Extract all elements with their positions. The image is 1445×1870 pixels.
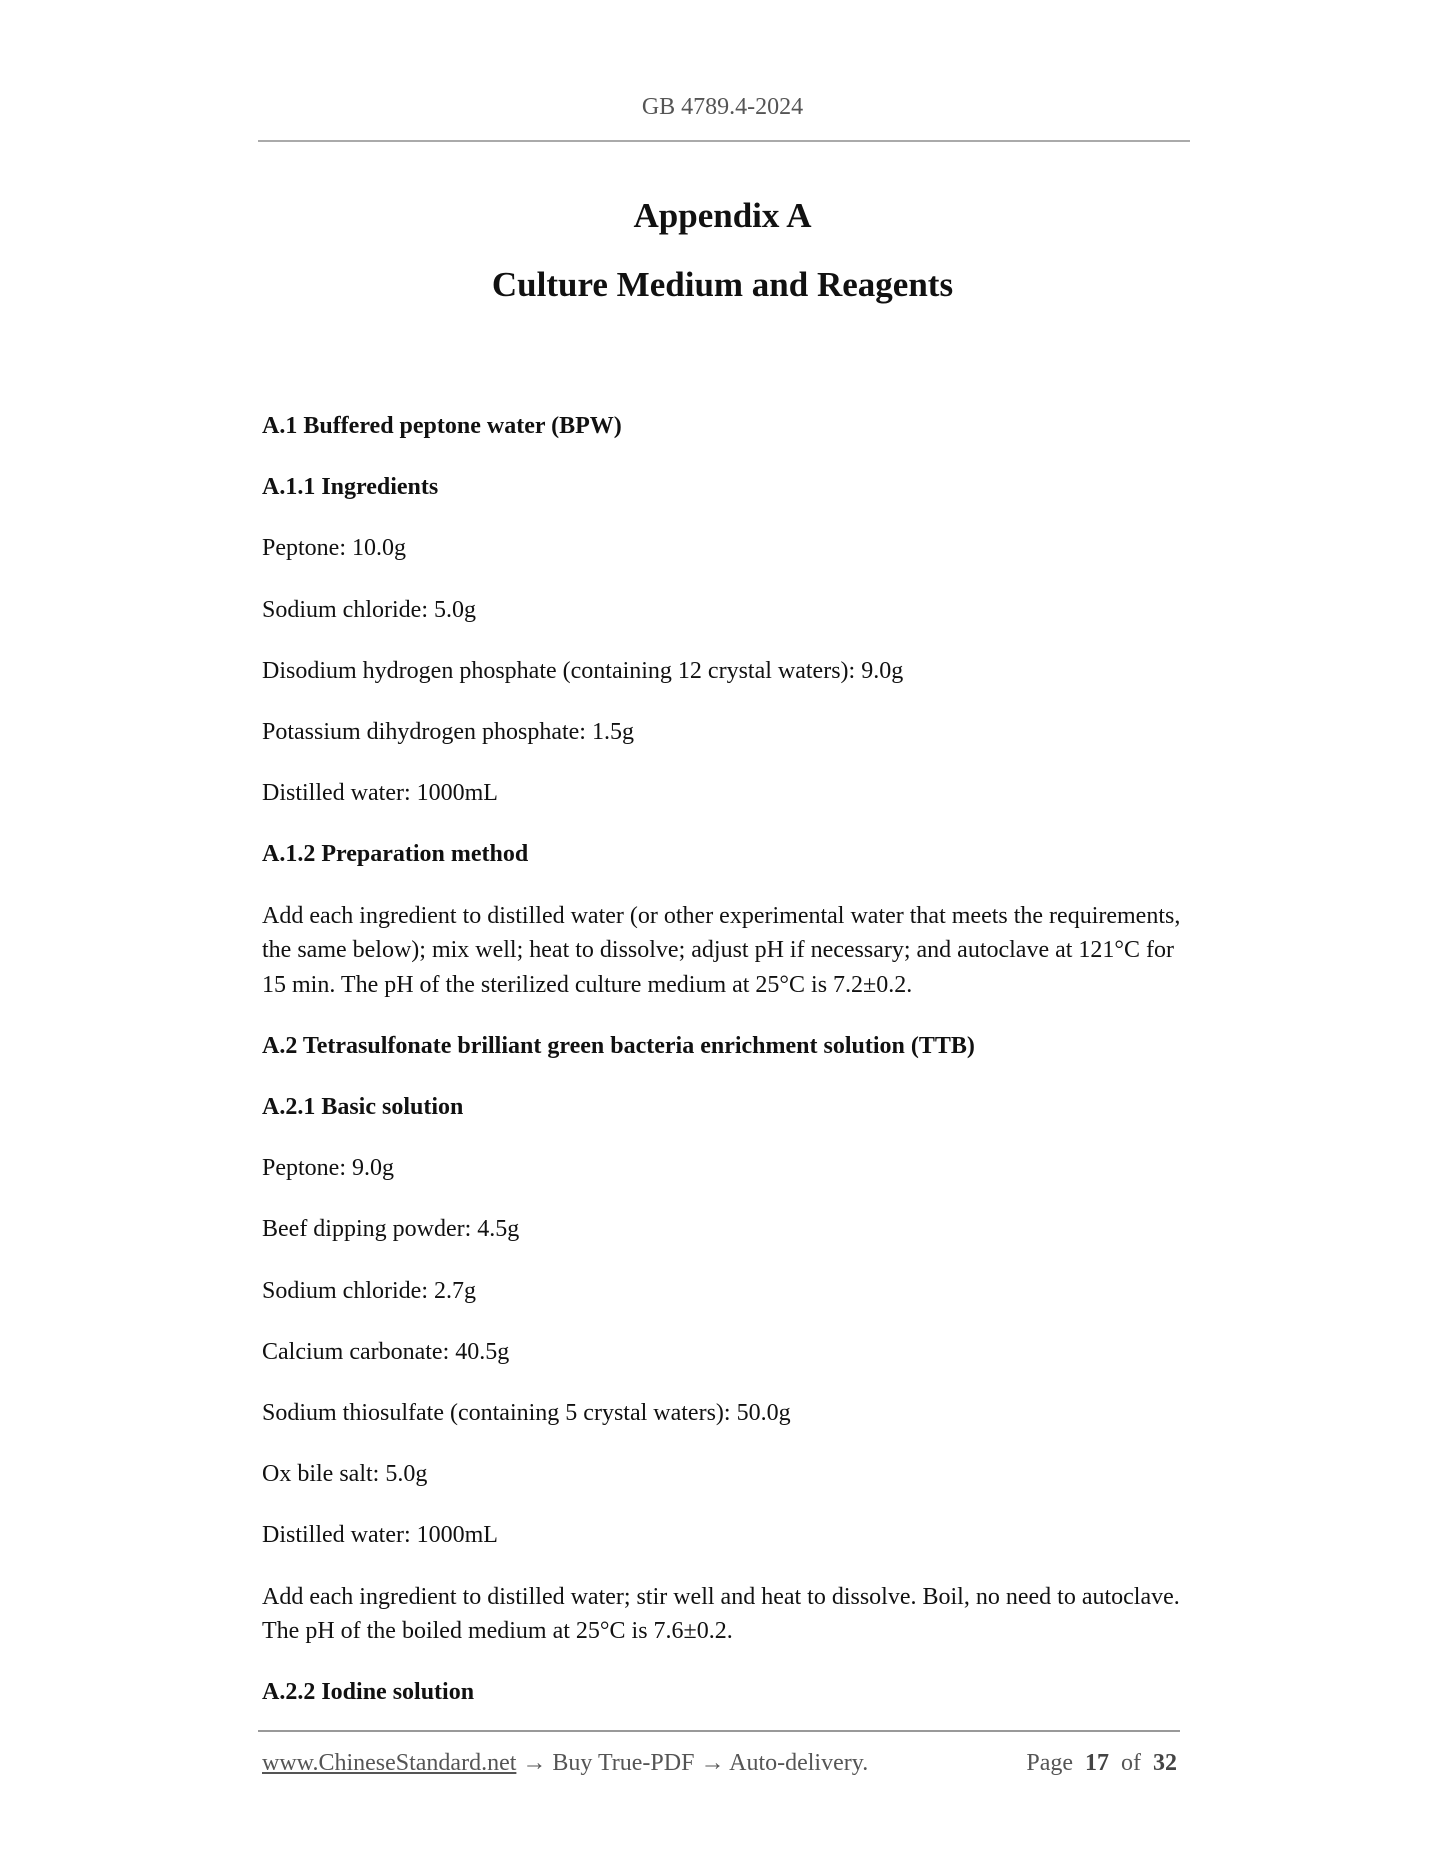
- paragraph: Beef dipping powder: 4.5g: [262, 1216, 520, 1243]
- paragraph: Distilled water: 1000mL: [262, 780, 498, 807]
- paragraph: Potassium dihydrogen phosphate: 1.5g: [262, 718, 634, 745]
- appendix-title: Appendix A: [633, 196, 812, 235]
- paragraph: Calcium carbonate: 40.5g: [262, 1338, 510, 1365]
- website-link[interactable]: www.ChineseStandard.net: [262, 1750, 517, 1776]
- page-footer: [262, 1750, 1177, 1777]
- appendix-subtitle: Culture Medium and Reagents: [491, 265, 954, 304]
- section-heading: A.1 Buffered peptone water (BPW): [262, 413, 622, 439]
- document-body: [262, 409, 1197, 1737]
- paragraph: Ox bile salt: 5.0g: [262, 1461, 428, 1488]
- page-current: 17: [1085, 1750, 1109, 1776]
- page-total: 32: [1153, 1750, 1177, 1776]
- paragraph: Disodium hydrogen phosphate (containing 12 crystal waters): 9.0g: [262, 657, 904, 684]
- footer-promo: [262, 1750, 868, 1777]
- paragraph: Sodium chloride: 2.7g: [262, 1277, 476, 1304]
- page-number: [1026, 1750, 1177, 1777]
- paragraph: Sodium thiosulfate (containing 5 crystal waters): 50.0g: [262, 1400, 791, 1426]
- paragraph: Add each ingredient to distilled water; stir well and heat to dissolve. Boil, no need to autoclave. The pH of the boiled medium at 25°C is 7.6±0.2.: [262, 1583, 1180, 1645]
- page-label: Page: [1026, 1750, 1073, 1776]
- footer-divider: [258, 1730, 1180, 1732]
- section-heading: A.1.2 Preparation method: [262, 841, 529, 868]
- of-label: of: [1121, 1750, 1141, 1776]
- section-heading: A.2 Tetrasulfonate brilliant green bacteria enrichment solution (TTB): [262, 1032, 975, 1059]
- document-header-id: GB 4789.4-2024: [641, 94, 804, 120]
- paragraph: Distilled water: 1000mL: [262, 1522, 498, 1549]
- header-divider: [258, 140, 1190, 142]
- section-heading: A.2.2 Iodine solution: [262, 1679, 475, 1706]
- paragraph: Add each ingredient to distilled water (or other experimental water that meets the requirements, the same below); mix well; heat to dissolve; adjust pH if necessary; and autoclave at 121°C for 15 min. The pH of the sterilized culture medium at 25°C is 7.2±0.2.: [262, 902, 1181, 998]
- section-heading: A.2.1 Basic solution: [262, 1094, 464, 1121]
- footer-promo-text: → Buy True-PDF → Auto-delivery.: [516, 1750, 869, 1776]
- paragraph: Peptone: 9.0g: [262, 1155, 394, 1182]
- paragraph: Sodium chloride: 5.0g: [262, 596, 476, 623]
- section-heading: A.1.1 Ingredients: [262, 474, 439, 501]
- paragraph: Peptone: 10.0g: [262, 535, 406, 562]
